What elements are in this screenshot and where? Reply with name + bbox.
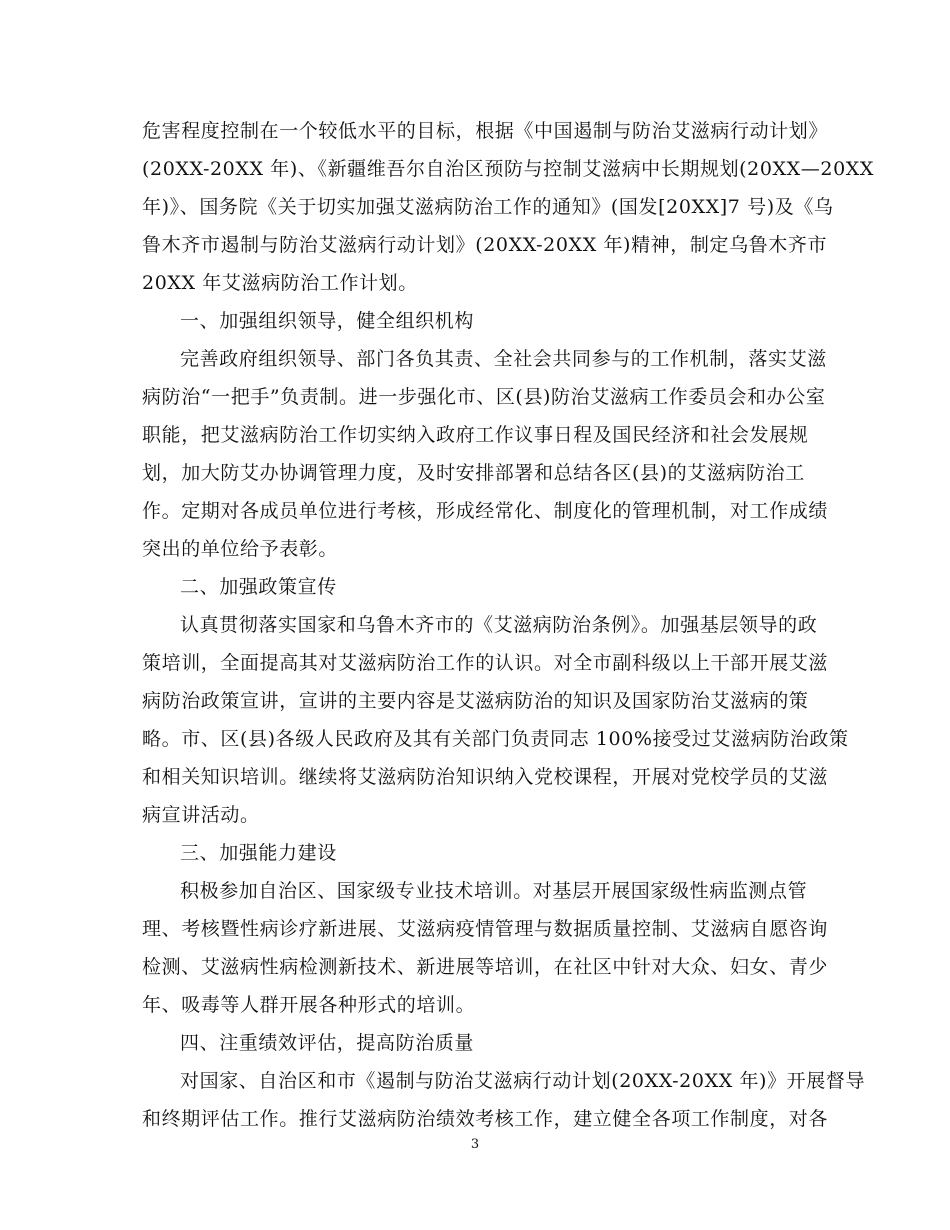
body-line: 鲁木齐市遏制与防治艾滋病行动计划》(20XX-20XX 年)精神，制定乌鲁木齐市 xyxy=(142,234,828,256)
body-line: (20XX-20XX 年)、《新疆维吾尔自治区预防与控制艾滋病中长期规划(20XX—20XX xyxy=(142,158,875,180)
body-line: 20XX 年艾滋病防治工作计划。 xyxy=(142,272,418,294)
body-line: 危害程度控制在一个较低水平的目标，根据《中国遏制与防治艾滋病行动计划》 xyxy=(142,120,829,142)
body-line: 理、考核暨性病诊疗新进展、艾滋病疫情管理与数据质量控制、艾滋病自愿咨询 xyxy=(142,918,829,940)
body-line: 和相关知识培训。继续将艾滋病防治知识纳入党校课程，开展对党校学员的艾滋 xyxy=(142,766,829,788)
section-heading-4: 四、注重绩效评估，提高防治质量 xyxy=(180,1032,475,1054)
body-line: 划，加大防艾办协调管理力度，及时安排部署和总结各区(县)的艾滋病防治工 xyxy=(142,462,805,484)
paragraph-start: 认真贯彻落实国家和乌鲁木齐市的《艾滋病防治条例》。加强基层领导的政 xyxy=(180,614,818,636)
section-heading-3: 三、加强能力建设 xyxy=(180,842,337,864)
body-line: 策培训，全面提高其对艾滋病防治工作的认识。对全市副科级以上干部开展艾滋 xyxy=(142,652,829,674)
body-line: 作。定期对各成员单位进行考核，形成经常化、制度化的管理机制，对工作成绩 xyxy=(142,500,829,522)
body-line: 病防治“一把手”负责制。进一步强化市、区(县)防治艾滋病工作委员会和办公室 xyxy=(142,386,826,408)
body-line: 病防治政策宣讲，宣讲的主要内容是艾滋病防治的知识及国家防治艾滋病的策 xyxy=(142,690,809,712)
paragraph-start: 积极参加自治区、国家级专业技术培训。对基层开展国家级性病监测点管 xyxy=(180,880,808,902)
body-line: 年)》、国务院《关于切实加强艾滋病防治工作的通知》(国发[20XX]7 号)及《乌 xyxy=(142,196,834,218)
body-line: 职能，把艾滋病防治工作切实纳入政府工作议事日程及国民经济和社会发展规 xyxy=(142,424,809,446)
body-line: 病宣讲活动。 xyxy=(142,804,260,826)
section-heading-1: 一、加强组织领导，健全组织机构 xyxy=(180,310,475,332)
paragraph-start: 对国家、自治区和市《遏制与防治艾滋病行动计划(20XX-20XX 年)》开展督导 xyxy=(180,1070,866,1092)
body-line: 突出的单位给予表彰。 xyxy=(142,538,339,560)
page-number: 3 xyxy=(470,1137,480,1152)
body-line: 年、吸毒等人群开展各种形式的培训。 xyxy=(142,994,476,1016)
body-line: 略。市、区(县)各级人民政府及其有关部门负责同志 100%接受过艾滋病防治政策 xyxy=(142,728,849,750)
section-heading-2: 二、加强政策宣传 xyxy=(180,576,337,598)
paragraph-start: 完善政府组织领导、部门各负其责、全社会共同参与的工作机制，落实艾滋 xyxy=(180,348,827,370)
body-line: 检测、艾滋病性病检测新技术、新进展等培训，在社区中针对大众、妇女、青少 xyxy=(142,956,829,978)
body-line: 和终期评估工作。推行艾滋病防治绩效考核工作，建立健全各项工作制度，对各 xyxy=(142,1108,829,1130)
document-body xyxy=(142,112,875,1138)
